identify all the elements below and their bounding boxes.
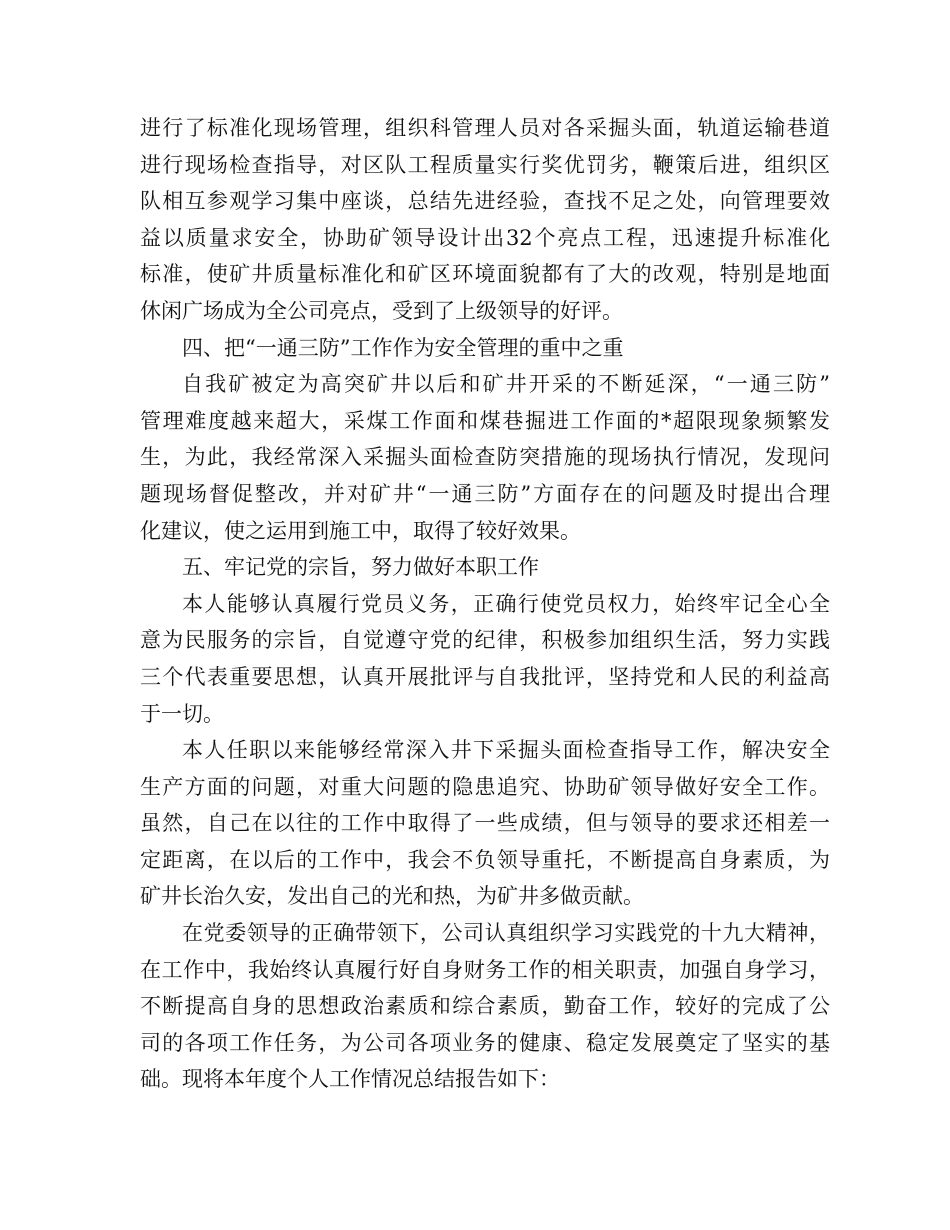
text-line: 三个代表重要思想，认真开展批评与自我批评，坚持党和人民的利益高 bbox=[140, 664, 830, 689]
text-line: 题现场督促整改，并对矿井“一通三防”方面存在的问题及时提出合理 bbox=[140, 481, 830, 506]
text-line: 虽然，自己在以往的工作中取得了一些成绩，但与领导的要求还相差一 bbox=[140, 811, 830, 836]
text-line: 自我矿被定为高突矿井以后和矿井开采的不断延深，“一通三防” bbox=[182, 372, 830, 397]
text-line: 不断提高自身的思想政治素质和综合素质，勤奋工作，较好的完成了公 bbox=[140, 994, 830, 1019]
text-line: 五、牢记党的宗旨，努力做好本职工作 bbox=[182, 555, 539, 580]
text-line: 四、把“一通三防”工作作为安全管理的重中之重 bbox=[182, 335, 624, 360]
text-line: 队相互参观学习集中座谈，总结先进经验，查找不足之处，向管理要效 bbox=[140, 189, 830, 214]
text-line: 矿井长治久安，发出自己的光和热，为矿井多做贡献。 bbox=[140, 884, 644, 909]
text-line: 本人任职以来能够经常深入井下采掘头面检查指导工作，解决安全 bbox=[182, 738, 830, 763]
text-line: 益以质量求安全，协助矿领导设计出32个亮点工程，迅速提升标准化 bbox=[140, 225, 830, 250]
text-line: 意为民服务的宗旨，自觉遵守党的纪律，积极参加组织生活，努力实践 bbox=[140, 628, 830, 653]
text-line: 司的各项工作任务，为公司各项业务的健康、稳定发展奠定了坚实的基 bbox=[140, 1030, 830, 1055]
text-line: 休闲广场成为全公司亮点，受到了上级领导的好评。 bbox=[140, 298, 623, 323]
text-line: 本人能够认真履行党员义务，正确行使党员权力，始终牢记全心全 bbox=[182, 591, 830, 616]
text-line: 础。现将本年度个人工作情况总结报告如下： bbox=[140, 1067, 560, 1092]
text-line: 定距离，在以后的工作中，我会不负领导重托，不断提高自身素质，为 bbox=[140, 847, 830, 872]
text-line: 在党委领导的正确带领下，公司认真组织学习实践党的十九大精神， bbox=[182, 921, 830, 946]
text-line: 生，为此，我经常深入采掘头面检查防突措施的现场执行情况，发现问 bbox=[140, 445, 830, 470]
document-body bbox=[140, 110, 830, 1098]
text-line: 生产方面的问题，对重大问题的隐患追究、协助矿领导做好安全工作。 bbox=[140, 774, 830, 799]
text-line: 管理难度越来超大，采煤工作面和煤巷掘进工作面的*超限现象频繁发 bbox=[140, 408, 830, 433]
text-line: 化建议，使之运用到施工中，取得了较好效果。 bbox=[140, 518, 581, 543]
text-line: 进行了标准化现场管理，组织科管理人员对各采掘头面，轨道运输巷道 bbox=[140, 116, 830, 140]
text-line: 标准，使矿井质量标准化和矿区环境面貌都有了大的改观，特别是地面 bbox=[140, 262, 830, 287]
text-line: 在工作中，我始终认真履行好自身财务工作的相关职责，加强自身学习， bbox=[140, 957, 830, 982]
text-line: 进行现场检查指导，对区队工程质量实行奖优罚劣，鞭策后进，组织区 bbox=[140, 152, 830, 177]
text-line: 于一切。 bbox=[140, 701, 224, 726]
